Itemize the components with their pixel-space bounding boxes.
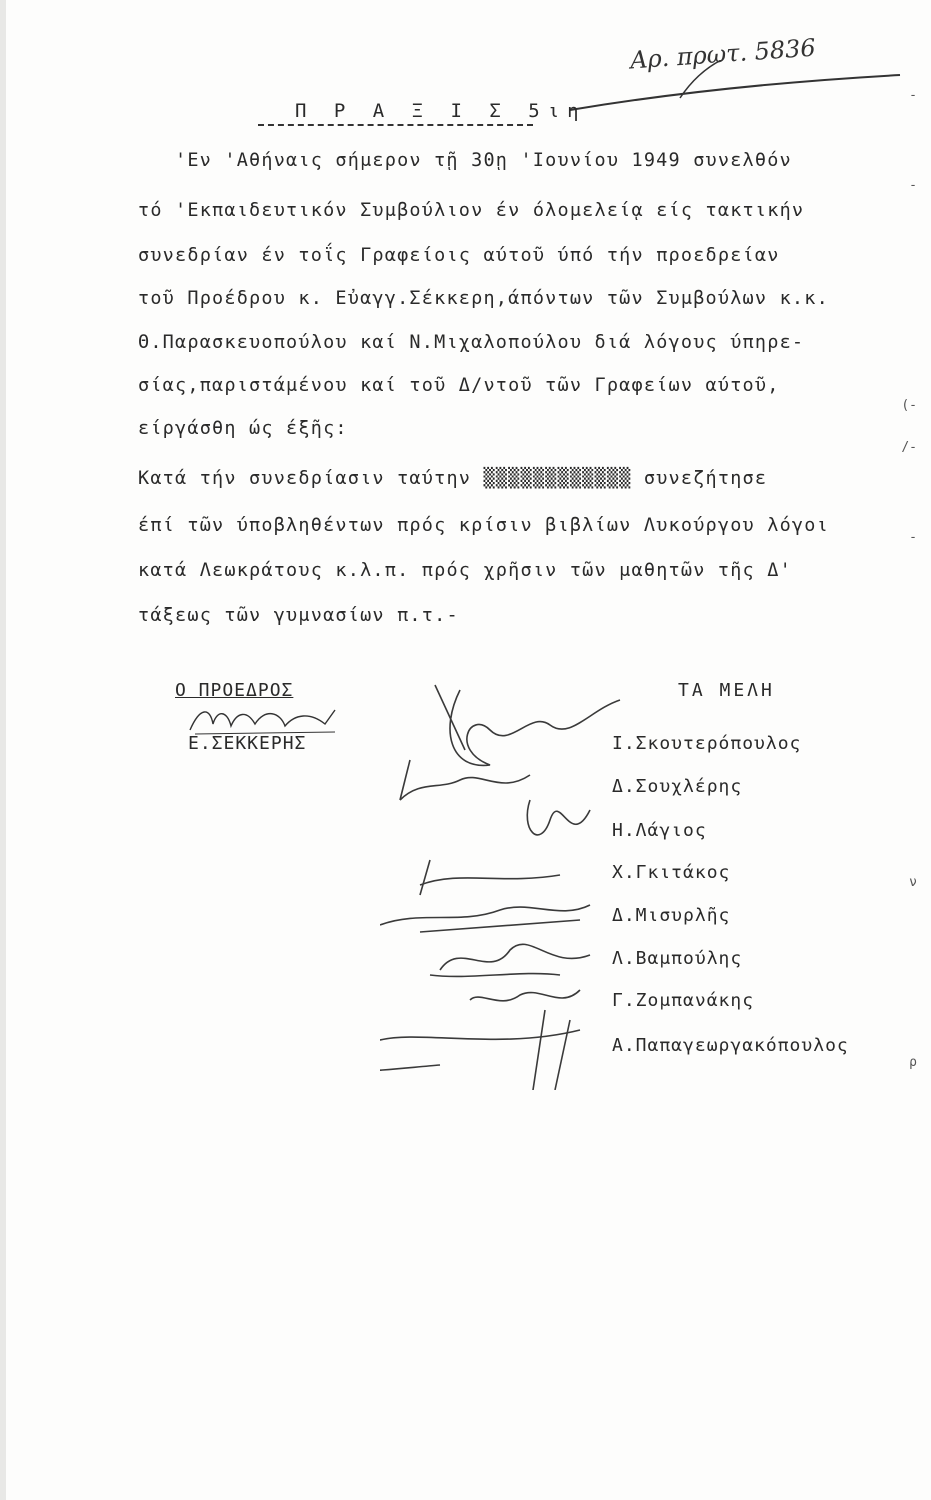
body-line: Θ.Παρασκευοπούλου καί Ν.Μιχαλοπούλου διά λόγους ύπηρε-: [138, 332, 805, 353]
body-line: έπί τῶν ύποβληθέντων πρός κρίσιν βιβλίων Λυκούργου λόγοι: [138, 515, 829, 536]
members-signatures: [380, 670, 640, 1090]
edge-mark: -: [909, 178, 917, 193]
scan-margin: [0, 0, 6, 1500]
edge-mark: /-: [901, 440, 917, 455]
member-name: Γ.Ζομπανάκης: [612, 990, 755, 1011]
member-name: Ι.Σκουτερόπουλος: [612, 733, 802, 754]
document-title: Π Ρ Α Ξ Ι Σ 5ιη: [295, 100, 587, 122]
member-name: Α.Παπαγεωργακόπουλος: [612, 1035, 849, 1056]
body-line: συνεδρίαν έν τοΐς Γραφείοις αύτοῦ ύπό τήν προεδρείαν: [138, 245, 780, 266]
body-line: τοῦ Προέδρου κ. Εὐαγγ.Σέκκερη,άπόντων τῶν Συμβούλων κ.κ.: [138, 288, 829, 309]
title-underline: [258, 124, 533, 126]
president-label: Ο ΠΡΟΕΔΡΟΣ: [175, 680, 294, 701]
edge-mark: ρ: [909, 1055, 917, 1070]
body-line: τό 'Εκπαιδευτικόν Συμβούλιον έν όλομελείᾳ είς τακτικήν: [138, 200, 805, 221]
president-name: Ε.ΣΕΚΚΕΡΗΣ: [188, 733, 307, 754]
edge-mark: (-: [901, 398, 917, 413]
body-line: κατά Λεωκράτους κ.λ.π. πρός χρῆσιν τῶν μαθητῶν τῆς Δ': [138, 560, 792, 581]
member-name: Δ.Σουχλέρης: [612, 776, 743, 797]
body-line: τάξεως τῶν γυμνασίων π.τ.-: [138, 605, 459, 626]
edge-mark: ν: [909, 875, 917, 890]
body-line: σίας,παριστάμένου καί τοῦ Δ/ντοῦ τῶν Γραφείων αύτοῦ,: [138, 375, 780, 396]
body-line: 'Εν 'Αθήναις σήμερον τῇ 30ῃ 'Ιουνίου 1949 συνελθόν: [175, 150, 792, 171]
member-name: Χ.Γκιτάκος: [612, 862, 731, 883]
member-name: Λ.Βαμπούλης: [612, 948, 743, 969]
edge-mark: -: [909, 530, 917, 545]
body-line: είργάσθη ώς έξῆς:: [138, 418, 348, 439]
handwritten-stroke: [570, 60, 910, 140]
body-line: Κατά τήν συνεδρίασιν ταύτην ▒▒▒▒▒▒▒▒▒▒▒▒ συνεζήτησε: [138, 468, 768, 489]
members-label: ΤΑ ΜΕΛΗ: [678, 680, 775, 701]
member-name: Η.Λάγιος: [612, 820, 707, 841]
edge-mark: -: [909, 88, 917, 103]
member-name: Δ.Μισυρλῆς: [612, 905, 731, 926]
edge-marks: [891, 0, 931, 1500]
reference-number: Αρ. πρωτ. 5836: [629, 33, 817, 75]
